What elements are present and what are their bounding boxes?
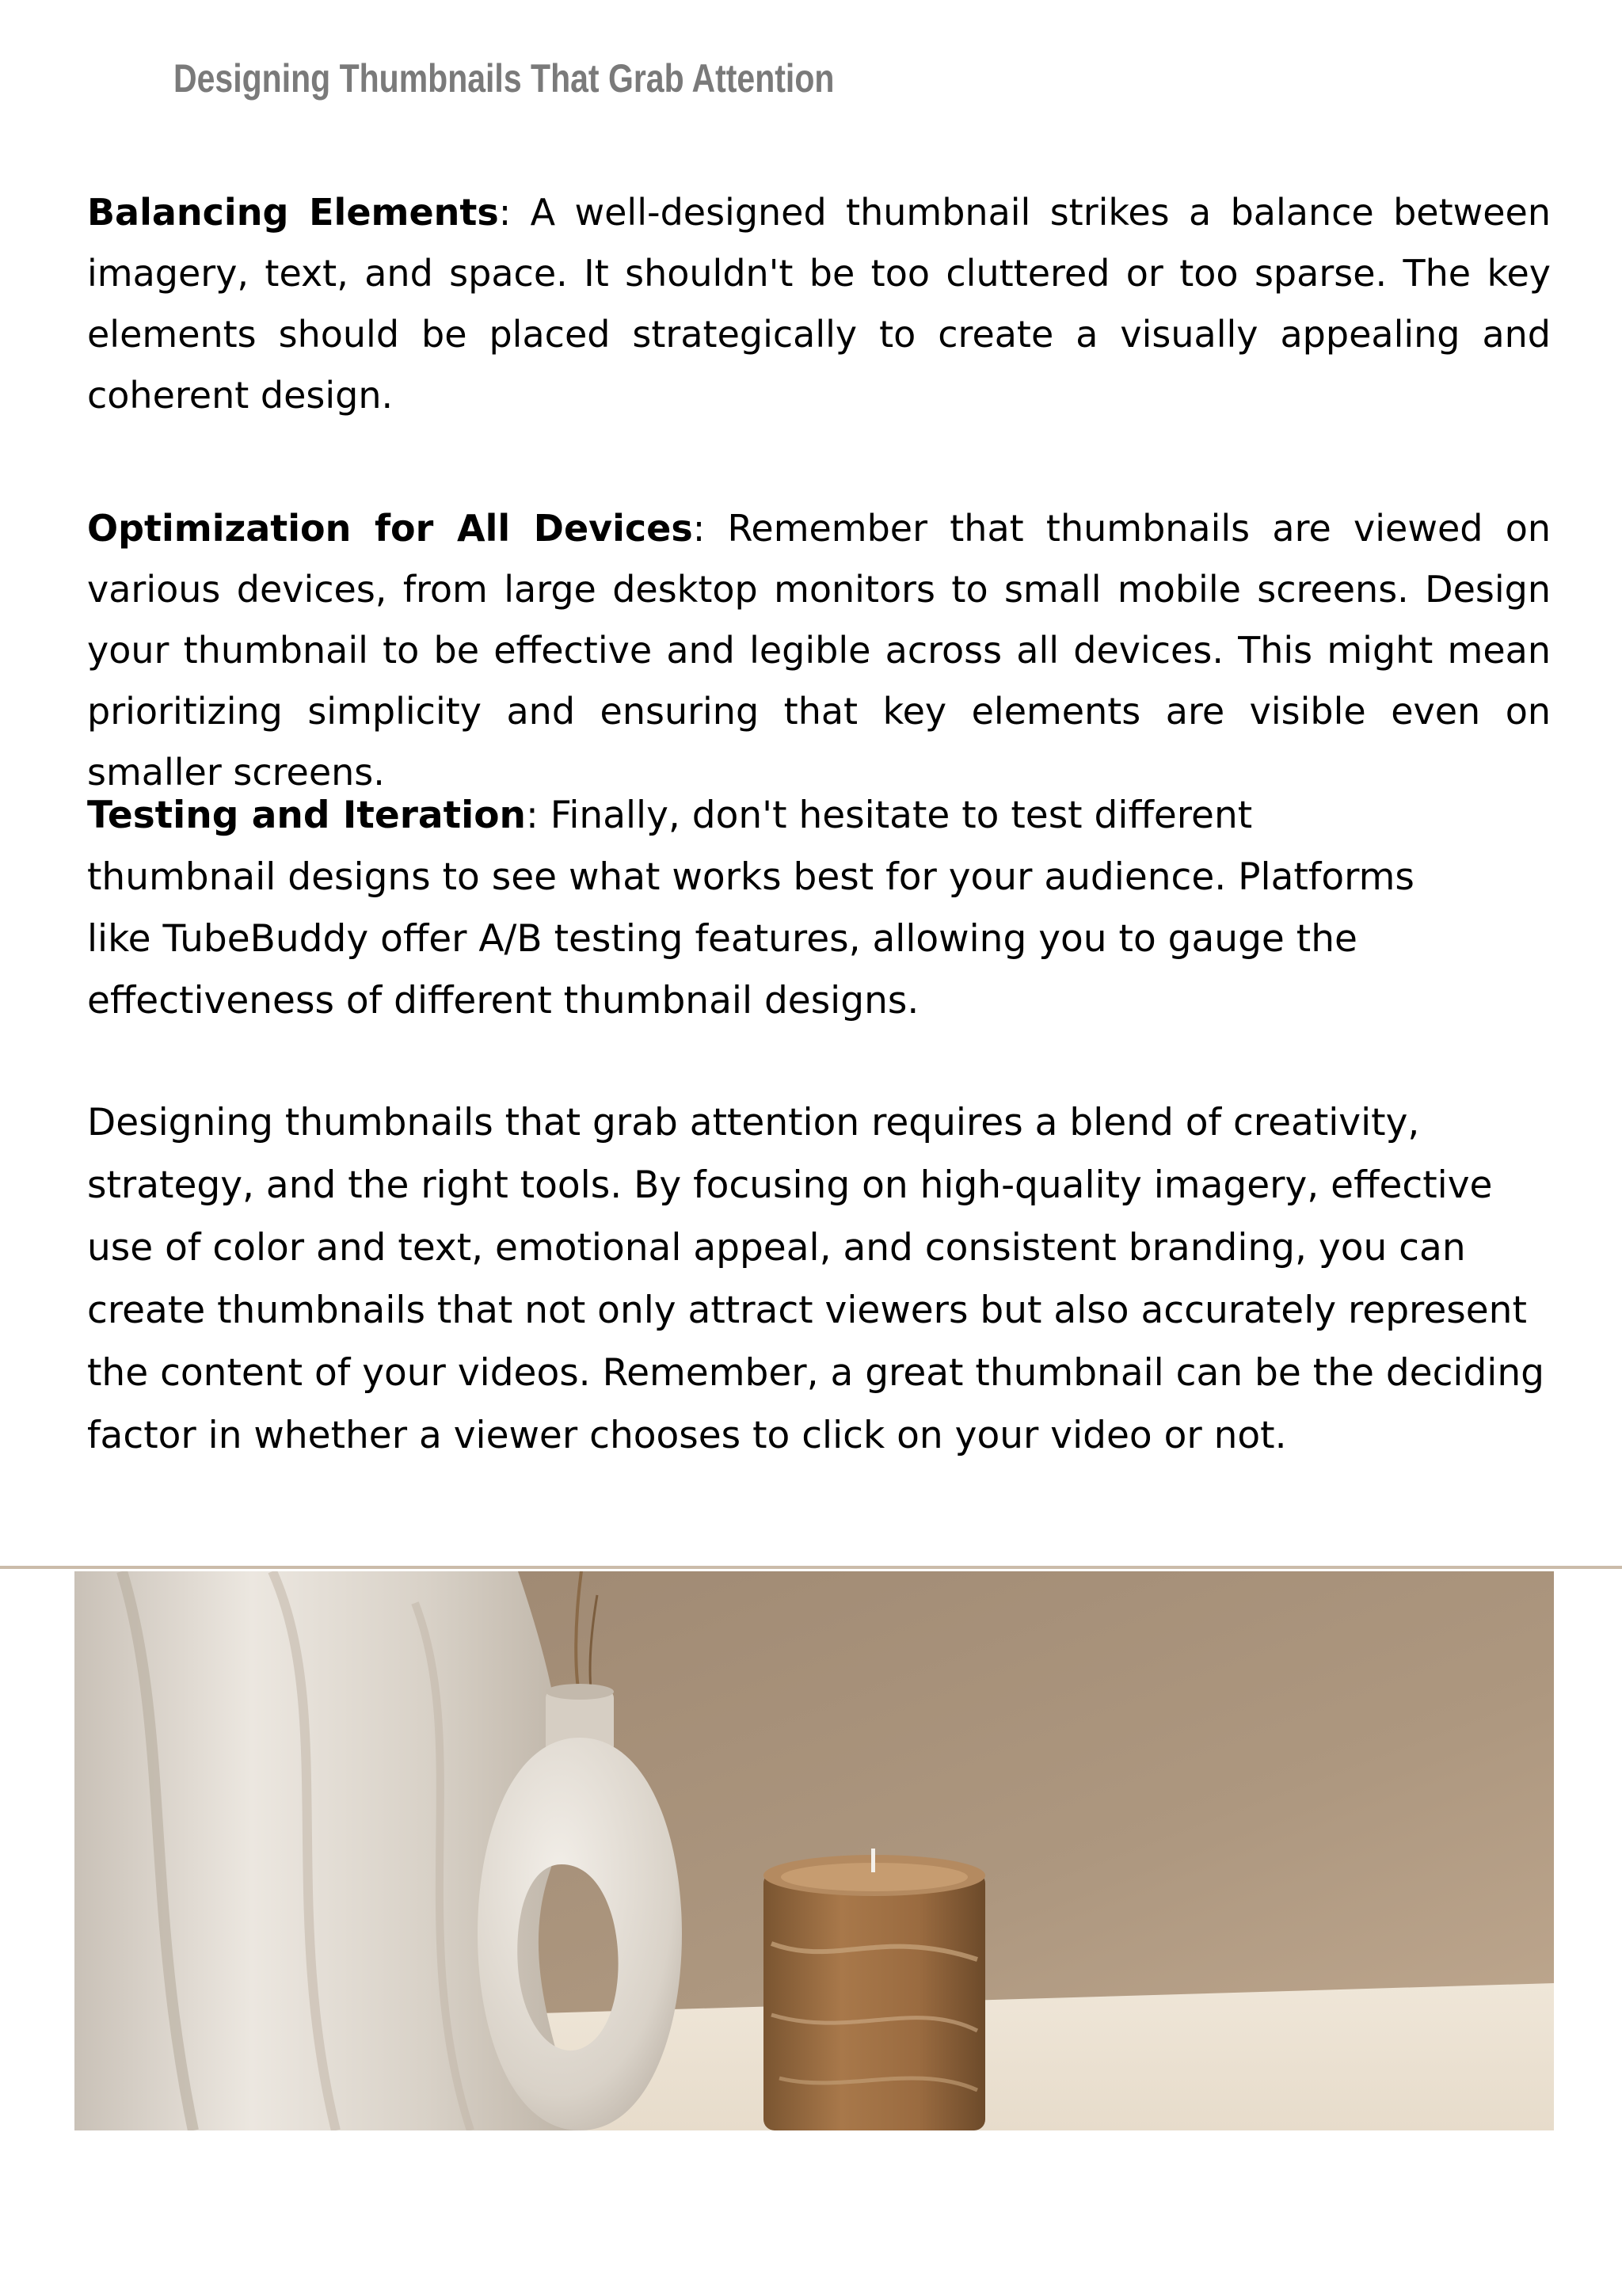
section-optimization-devices — [87, 498, 1551, 803]
section-text: : Finally, don't hesitate to test different thumbnail designs to see what works best for your audience. Platforms like TubeBuddy offer A/B testing features, allowing you to gauge the effectiveness of different thumbnail designs. — [87, 794, 1414, 1022]
still-life-photo — [74, 1571, 1554, 2130]
candle-wick — [871, 1849, 875, 1872]
section-heading: Balancing Elements — [87, 191, 499, 234]
section-heading: Testing and Iteration — [87, 794, 526, 837]
section-text: : Remember that thumbnails are viewed on various devices, from large desktop monitors to small mobile screens. Design your thumbnail to be effective and legible across all devices. This might mean prioritizing simplicity and ensuring that key elements are visible even on smaller screens. — [87, 507, 1552, 794]
conclusion-paragraph: Designing thumbnails that grab attention requires a blend of creativity, strategy, and the right tools. By focusing on high-quality imagery, effective use of color and text, emotional appeal, and consistent branding, you can create thumbnails that not only attract viewers but also accurately represent the content of your videos. Remember, a great thumbnail can be the deciding factor in whether a viewer chooses to click on your video or not. — [87, 1101, 1544, 1457]
divider-line — [0, 1566, 1622, 1569]
section-heading: Optimization for All Devices — [87, 507, 693, 550]
pillar-candle — [763, 1872, 985, 2130]
section-balancing-elements — [87, 182, 1551, 426]
section-testing-iteration — [87, 785, 1434, 1032]
section-text: : A well-designed thumbnail strikes a balance between imagery, text, and space. It shouldn't be too cluttered or too sparse. The key elements should be placed strategically to create a visually appealing and coherent design. — [87, 191, 1551, 417]
page-header-title: Designing Thumbnails That Grab Attention — [173, 56, 835, 101]
